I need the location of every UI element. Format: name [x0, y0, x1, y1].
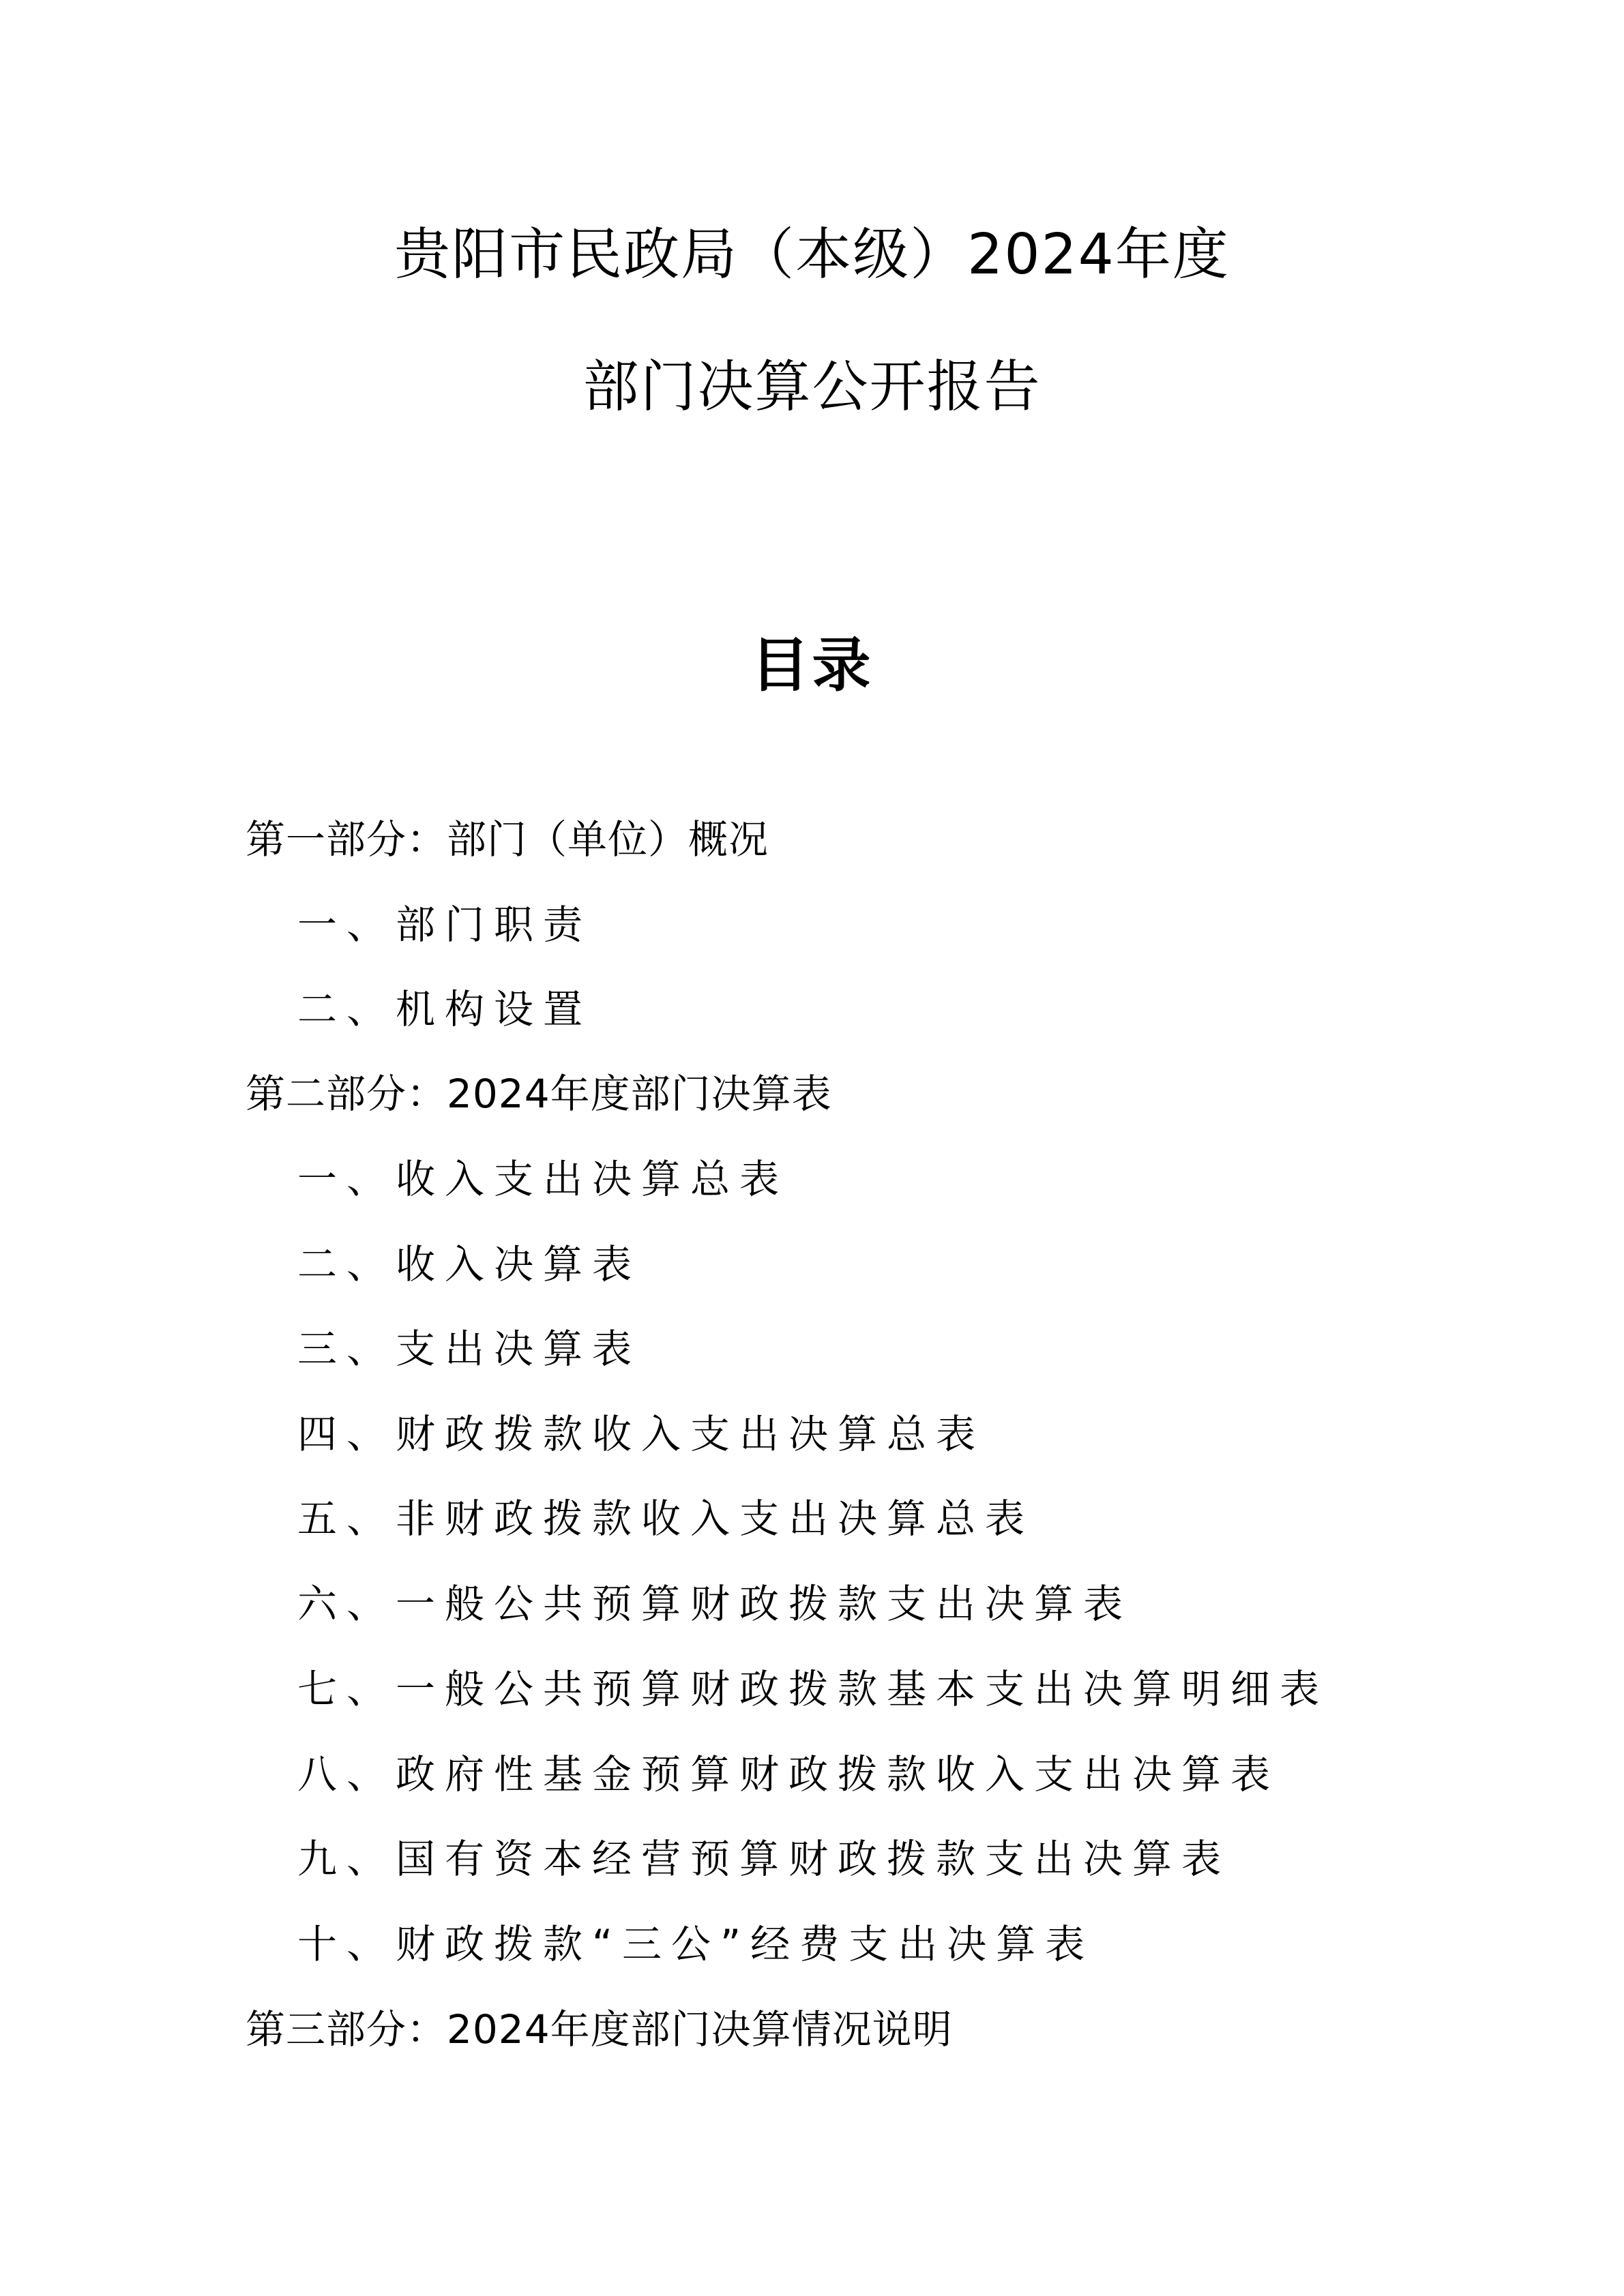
toc-item: 九、国有资本经营预算财政拨款支出决算表 — [297, 1836, 1231, 1882]
toc-item: 二、收入决算表 — [297, 1241, 642, 1287]
toc-item: 四、财政拨款收入支出决算总表 — [297, 1411, 986, 1457]
toc-item: 三、支出决算表 — [297, 1326, 642, 1372]
toc-part-3: 第三部分：2024年度部门决算情况说明 — [246, 2006, 953, 2053]
toc-item: 七、一般公共预算财政拨款基本支出决算明细表 — [297, 1666, 1329, 1712]
toc-part-2: 第二部分：2024年度部门决算表 — [246, 1071, 832, 1117]
toc-heading: 目录 — [750, 631, 874, 700]
toc-item: 八、政府性基金预算财政拨款收入支出决算表 — [297, 1751, 1280, 1798]
toc-item: 一、部门职责 — [297, 901, 593, 948]
toc-item: 一、收入支出决算总表 — [297, 1156, 789, 1202]
report-title-line-1: 贵阳市民政局（本级）2024年度 — [394, 222, 1230, 287]
toc-item: 五、非财政拨款收入支出决算总表 — [297, 1495, 1035, 1542]
toc-item: 十、财政拨款“三公”经费支出决算表 — [297, 1921, 1095, 1967]
toc-part-1: 第一部分：部门（单位）概况 — [246, 816, 769, 863]
toc-item: 六、一般公共预算财政拨款支出决算表 — [297, 1581, 1133, 1627]
toc-item: 二、机构设置 — [297, 986, 593, 1032]
report-title-line-2: 部门决算公开报告 — [582, 355, 1042, 419]
